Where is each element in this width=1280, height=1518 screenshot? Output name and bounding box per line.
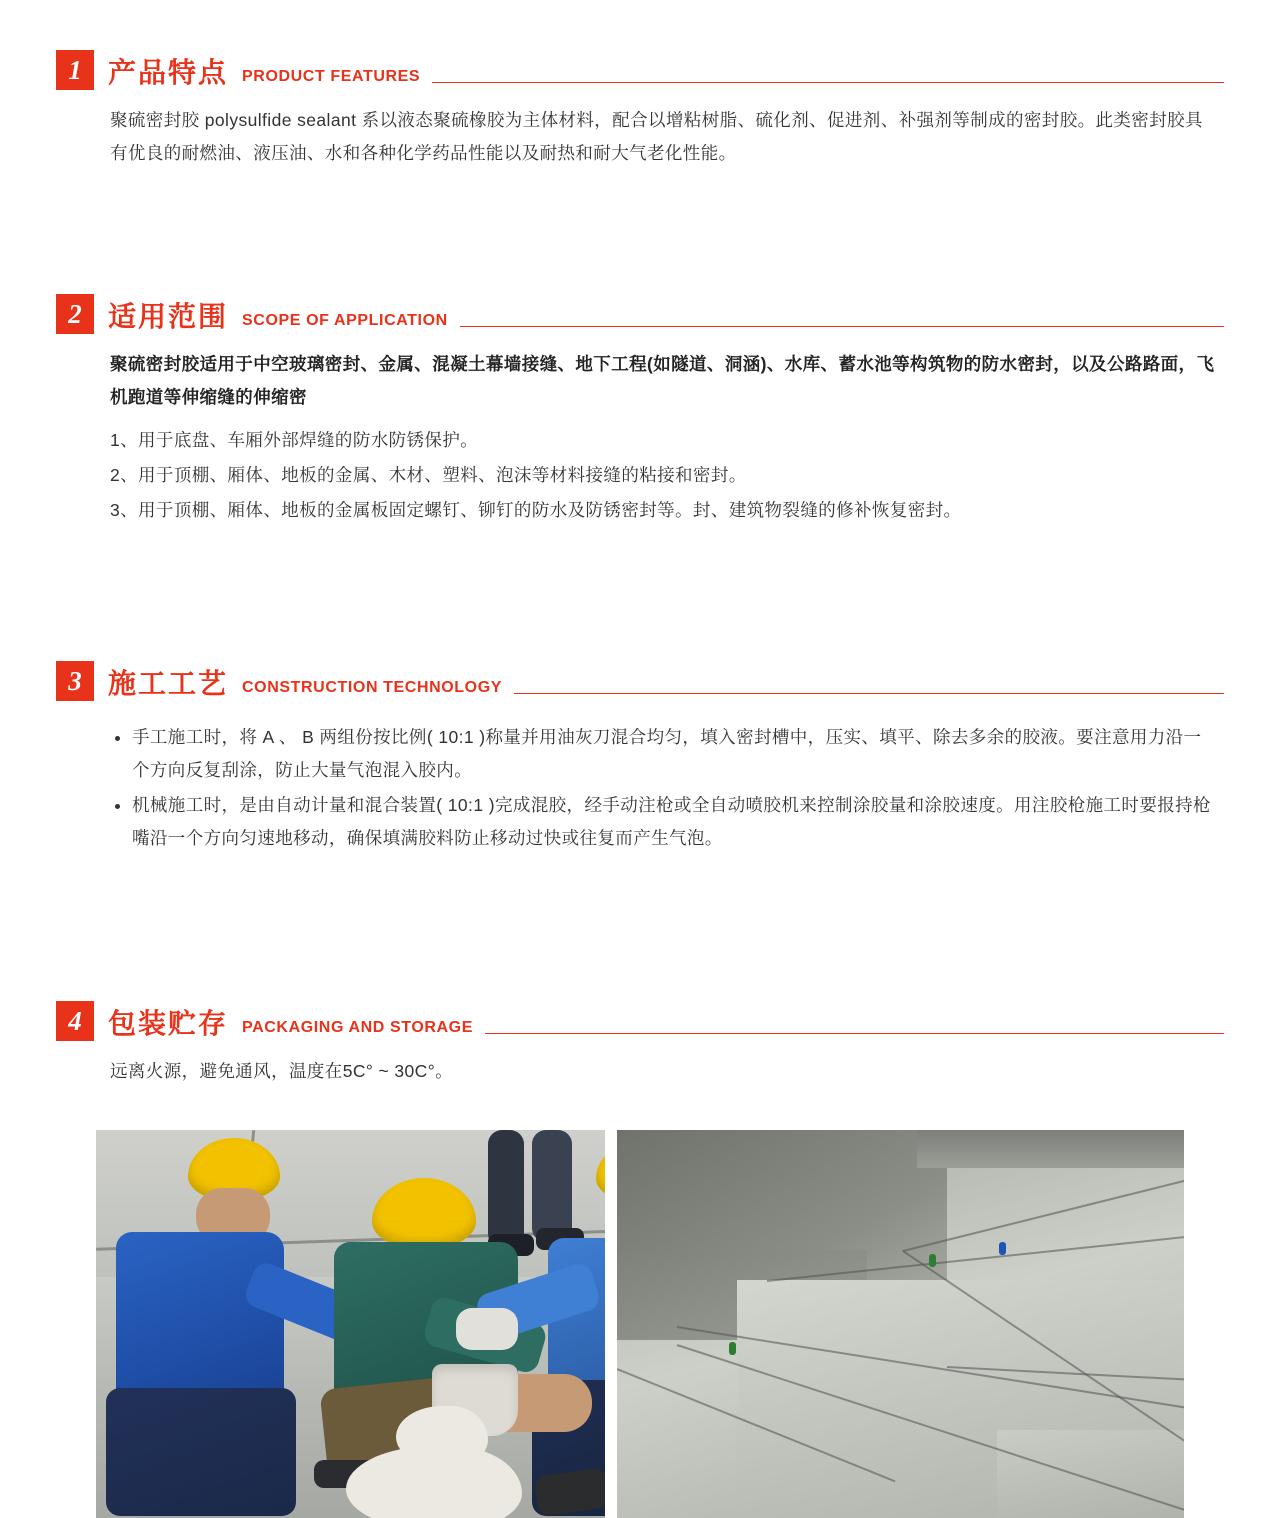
section-product-features: [56, 44, 1224, 170]
white-sealant-mass: [396, 1406, 488, 1468]
section-header: [56, 655, 1224, 701]
worker-trousers: [106, 1388, 296, 1516]
section-number-badge: 3: [56, 661, 94, 701]
dam-slope-aerial-photo: [617, 1130, 1184, 1518]
section-body: [56, 701, 1224, 855]
section-title-cn: 产品特点: [108, 57, 229, 88]
section-title-en: CONSTRUCTION TECHNOLOGY: [242, 679, 503, 696]
section-title-cn: 施工工艺: [108, 668, 229, 699]
bullet-list: [110, 721, 1218, 855]
header-divider: [514, 693, 1224, 694]
header-divider: [460, 326, 1224, 327]
workers-applying-sealant-photo: [96, 1130, 605, 1518]
header-divider: [432, 82, 1224, 83]
section-number-badge: 4: [56, 1001, 94, 1041]
list-item: • 机械施工时，是由自动计量和混合装置( 10:1 )完成混胶，经手动注枪或全自动喷胶机来控制涂胶量和涂胶速度。用注胶枪施工时要报持枪嘴沿一个方向匀速地移动，确保填满胶料防止移动过快或往复而产生气泡。: [132, 789, 1218, 855]
paragraph: 聚硫密封胶 polysulfide sealant 系以液态聚硫橡胶为主体材料，配合以增粘树脂、硫化剂、促进剂、补强剂等制成的密封胶。此类密封胶具有优良的耐燃油、液压油、水和各种化学药品性能以及耐热和耐大气老化性能。: [110, 110, 1203, 163]
section-title-en: PACKAGING AND STORAGE: [242, 1019, 473, 1036]
worker-glove: [456, 1308, 518, 1350]
paragraph: 远离火源，避免通风，温度在5C° ~ 30C°。: [110, 1061, 454, 1081]
dam-crest: [917, 1130, 1184, 1168]
section-header: [56, 995, 1224, 1041]
section-title-cn: 包装贮存: [108, 1008, 229, 1039]
section-title-cn: 适用范围: [108, 301, 229, 332]
worker-on-slope: [729, 1342, 736, 1355]
worker-on-slope: [929, 1254, 936, 1267]
section-body: [56, 1041, 1224, 1088]
section-header: [56, 44, 1224, 90]
worker-on-slope: [999, 1242, 1006, 1255]
section-title-en: SCOPE OF APPLICATION: [242, 312, 448, 329]
paragraph: 1、用于底盘、车厢外部焊缝的防水防锈保护。: [110, 430, 479, 450]
section-body: [56, 334, 1224, 527]
section-header: [56, 288, 1224, 334]
yellow-helmet-icon: [372, 1178, 476, 1248]
worker-jacket: [116, 1232, 284, 1412]
section-body: [56, 90, 1224, 170]
photo-row: [56, 1130, 1224, 1518]
section-packaging-and-storage: [56, 995, 1224, 1088]
section-number-badge: 2: [56, 294, 94, 334]
section-scope-of-application: [56, 288, 1224, 527]
section-number-badge: 1: [56, 50, 94, 90]
worker-leg: [532, 1130, 572, 1242]
paragraph: 3、用于顶棚、厢体、地板的金属板固定螺钉、铆钉的防水及防锈密封等。封、建筑物裂缝的修补恢复密封。: [110, 500, 962, 520]
section-title-en: PRODUCT FEATURES: [242, 68, 421, 85]
list-item: • 手工施工时，将 A 、 B 两组份按比例( 10:1 )称量并用油灰刀混合均匀，填入密封槽中，压实、填平、除去多余的胶液。要注意用力沿一个方向反复刮涂，防止大量气泡混入胶内。: [132, 721, 1218, 787]
section-construction-technology: [56, 655, 1224, 855]
paragraph: 2、用于顶棚、厢体、地板的金属、木材、塑料、泡沫等材料接缝的粘接和密封。: [110, 465, 747, 485]
lead-paragraph: 聚硫密封胶适用于中空玻璃密封、金属、混凝土幕墙接缝、地下工程(如隧道、洞涵)、水库、蓄水池等构筑物的防水密封，以及公路路面，飞机跑道等伸缩缝的伸缩密: [110, 354, 1215, 407]
worker-leg: [488, 1130, 524, 1248]
header-divider: [485, 1033, 1224, 1034]
concrete-slope: [997, 1430, 1184, 1518]
yellow-helmet-icon: [596, 1140, 605, 1202]
